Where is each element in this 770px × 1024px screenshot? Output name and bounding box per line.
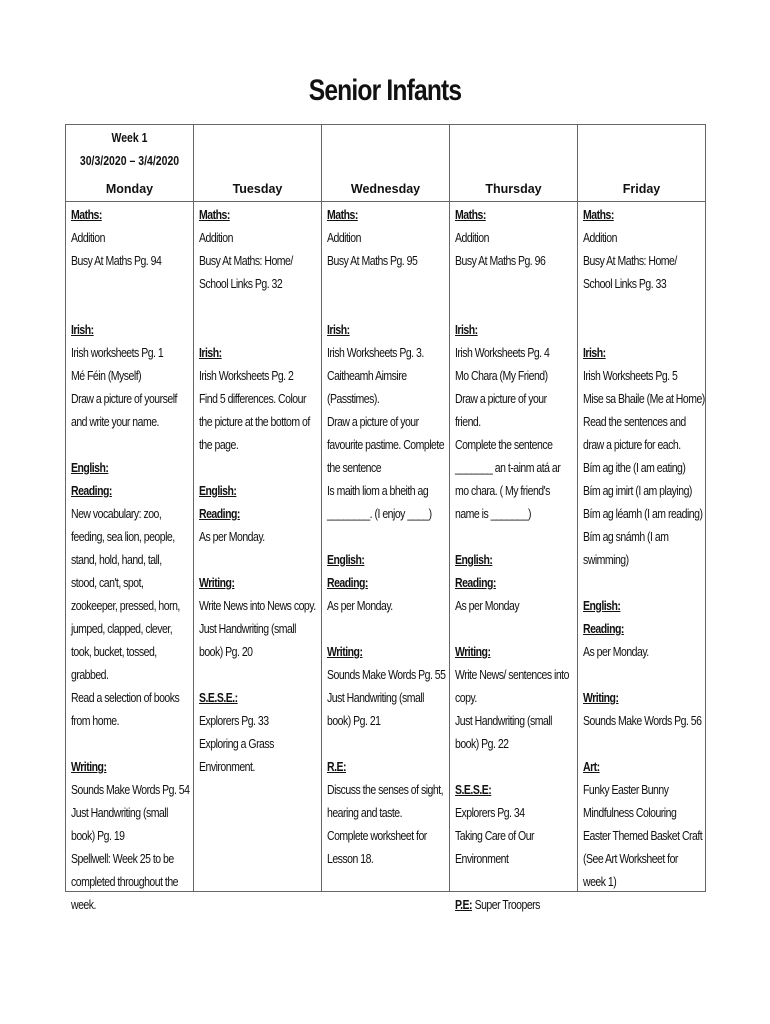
text-line: Lesson 18. (327, 852, 374, 866)
section-heading: English: (199, 484, 237, 498)
text-line (199, 664, 298, 687)
text-line: Bím ag léamh (I am reading) (583, 507, 703, 521)
text-line: School Links Pg. 32 (199, 277, 283, 291)
text-line (71, 296, 170, 319)
text-line: As per Monday. (199, 530, 265, 544)
text-line: Bím ag ithe (I am eating) (583, 461, 686, 475)
page-title: Senior Infants (308, 74, 462, 107)
text-line: Draw a picture of your (327, 415, 419, 429)
text-line: and write your name. (71, 415, 159, 429)
column-friday (578, 202, 705, 891)
content-row (66, 202, 706, 892)
header-thursday (450, 125, 578, 202)
cell-monday (66, 202, 194, 912)
text-line: Busy At Maths: Home/ (199, 254, 293, 268)
text-line (327, 733, 426, 756)
section-heading: Writing: (455, 645, 491, 659)
text-line: the sentence (327, 461, 382, 475)
text-line: Explorers Pg. 33 (199, 714, 269, 728)
section-heading: S.E.S.E: (455, 783, 492, 797)
cell-friday (578, 202, 706, 892)
text-line: Irish Worksheets Pg. 3. (327, 346, 424, 360)
text-line: took, bucket, tossed, (71, 645, 157, 659)
text-line: book) Pg. 19 (71, 829, 125, 843)
text-line (71, 273, 170, 296)
text-line: Spellwell: Week 25 to be (71, 852, 174, 866)
text-line: Busy At Maths Pg. 96 (455, 254, 546, 268)
text-line: Irish Worksheets Pg. 4 (455, 346, 550, 360)
section-heading: Reading: (583, 622, 624, 636)
header-friday (578, 125, 706, 202)
section-heading: Writing: (327, 645, 363, 659)
text-line: Complete worksheet for (327, 829, 427, 843)
section-heading: Writing: (71, 760, 107, 774)
cell-thursday (450, 202, 578, 912)
header-monday (66, 125, 194, 202)
day-thursday: Thursday (485, 182, 542, 196)
section-heading: English: (327, 553, 365, 567)
section-heading: Reading: (455, 576, 496, 590)
text-line: Exploring a Grass (199, 737, 274, 751)
text-line: Taking Care of Our (455, 829, 535, 843)
column-monday (66, 202, 193, 912)
section-heading: English: (455, 553, 493, 567)
week-dates: 30/3/2020 – 3/4/2020 (79, 154, 180, 168)
text-line: Addition (199, 231, 233, 245)
day-wednesday: Wednesday (350, 182, 421, 196)
text-line: Write News into News copy. (199, 599, 316, 613)
text-line: Mo Chara (My Friend) (455, 369, 548, 383)
text-line: favourite pastime. Complete (327, 438, 445, 452)
text-line (455, 871, 554, 894)
text-line: Busy At Maths: Home/ (583, 254, 677, 268)
text-line: Is maith liom a bheith ag (327, 484, 429, 498)
text-line: Irish Worksheets Pg. 2 (199, 369, 294, 383)
text-line: New vocabulary: zoo, (71, 507, 162, 521)
section-heading: Reading: (327, 576, 368, 590)
section-heading: Maths: (327, 208, 358, 222)
text-line (327, 296, 426, 319)
text-line (455, 756, 554, 779)
column-thursday (450, 202, 577, 912)
section-heading: Maths: (455, 208, 486, 222)
text-line: Environment. (199, 760, 255, 774)
text-line: the picture at the bottom of (199, 415, 310, 429)
text-line: book) Pg. 22 (455, 737, 509, 751)
text-line (71, 733, 170, 756)
text-line (583, 296, 682, 319)
text-line: Caitheamh Aimsire (327, 369, 407, 383)
header-wednesday (322, 125, 450, 202)
column-tuesday (194, 202, 321, 891)
text-line (199, 549, 298, 572)
week-label: Week 1 (111, 131, 148, 145)
text-line: Easter Themed Basket Craft (583, 829, 703, 843)
text-line: ________. (I enjoy ____) (327, 507, 432, 521)
section-heading: Irish: (71, 323, 94, 337)
text-line: Addition (71, 231, 105, 245)
text-line: Mindfulness Colouring (583, 806, 677, 820)
text-line: book) Pg. 20 (199, 645, 253, 659)
section-heading: P.E: (455, 898, 473, 912)
section-heading: Maths: (199, 208, 230, 222)
section-heading: Maths: (71, 208, 102, 222)
text-line: Sounds Make Words Pg. 54 (71, 783, 190, 797)
text-line: Irish Worksheets Pg. 5 (583, 369, 678, 383)
text-line: Write News/ sentences into (455, 668, 569, 682)
text-line: Addition (327, 231, 361, 245)
text-line: Complete the sentence (455, 438, 553, 452)
text-line (327, 526, 426, 549)
text-line: mo chara. ( My friend's (455, 484, 550, 498)
text-line: Just Handwriting (small (199, 622, 296, 636)
text-line: Busy At Maths Pg. 94 (71, 254, 162, 268)
text-line: copy. (455, 691, 477, 705)
section-heading: Reading: (71, 484, 112, 498)
text-line: completed throughout the (71, 875, 178, 889)
text-line: School Links Pg. 33 (583, 277, 667, 291)
text-line: hearing and taste. (327, 806, 402, 820)
text-line (327, 273, 426, 296)
text-line: Bím ag snámh (I am (583, 530, 669, 544)
section-heading: R.E: (327, 760, 346, 774)
text-line (455, 894, 554, 917)
text-line: Mé Féin (Myself) (71, 369, 142, 383)
text-line: book) Pg. 21 (327, 714, 381, 728)
text-line: name is _______) (455, 507, 531, 521)
section-heading: Writing: (583, 691, 619, 705)
text-line: Irish worksheets Pg. 1 (71, 346, 164, 360)
text-line: Explorers Pg. 34 (455, 806, 525, 820)
text-line: Read a selection of books (71, 691, 180, 705)
section-heading: Writing: (199, 576, 235, 590)
text-line: As per Monday (455, 599, 520, 613)
text-line: Discuss the senses of sight, (327, 783, 444, 797)
header-tuesday (194, 125, 322, 202)
header-row (66, 125, 706, 202)
section-heading: English: (583, 599, 621, 613)
text-line (71, 434, 170, 457)
day-friday: Friday (622, 182, 661, 196)
text-line (199, 457, 298, 480)
text-line (199, 296, 298, 319)
text-line: Environment (455, 852, 509, 866)
section-heading: Art: (583, 760, 600, 774)
text-line: Bím ag imirt (I am playing) (583, 484, 692, 498)
text-line (583, 733, 682, 756)
section-heading: Irish: (455, 323, 478, 337)
text-line: Busy At Maths Pg. 95 (327, 254, 418, 268)
text-line: stand, hold, hand, tall, (71, 553, 162, 567)
text-line: Funky Easter Bunny (583, 783, 669, 797)
text-line: the page. (199, 438, 239, 452)
text-line (583, 572, 682, 595)
text-line: from home. (71, 714, 120, 728)
text-line: Addition (583, 231, 617, 245)
text-line (455, 296, 554, 319)
text-line (327, 618, 426, 641)
section-heading: Reading: (199, 507, 240, 521)
text-line: (See Art Worksheet for (583, 852, 678, 866)
text-line: Draw a picture of your (455, 392, 547, 406)
section-heading: S.E.S.E.: (199, 691, 238, 705)
text-line (455, 273, 554, 296)
text-line: Mise sa Bhaile (Me at Home) (583, 392, 705, 406)
text-line: jumped, clapped, clever, (71, 622, 173, 636)
text-line: Draw a picture of yourself (71, 392, 177, 406)
text-line: Just Handwriting (small (327, 691, 424, 705)
text-line: As per Monday. (327, 599, 393, 613)
text-line (455, 526, 554, 549)
text-line (583, 664, 682, 687)
text-line (199, 319, 298, 342)
day-tuesday: Tuesday (232, 182, 283, 196)
text-line: Read the sentences and (583, 415, 686, 429)
text-line: stood, can't, spot, (71, 576, 144, 590)
section-heading: Maths: (583, 208, 614, 222)
text-line (583, 319, 682, 342)
text-line: friend. (455, 415, 481, 429)
text-line: week. (71, 898, 96, 912)
text-line: (Passtimes). (327, 392, 380, 406)
section-heading: Irish: (583, 346, 606, 360)
section-heading: Irish: (199, 346, 222, 360)
day-monday: Monday (105, 182, 154, 196)
text-line: swimming) (583, 553, 629, 567)
weekly-plan-table (65, 124, 706, 912)
text-line: Super Troopers (474, 898, 540, 912)
text-line: Sounds Make Words Pg. 55 (327, 668, 446, 682)
cell-wednesday (322, 202, 450, 892)
text-line: _______ an t-ainm atá ar (455, 461, 561, 475)
text-line: grabbed. (71, 668, 109, 682)
cell-tuesday (194, 202, 322, 892)
text-line: draw a picture for each. (583, 438, 681, 452)
section-heading: English: (71, 461, 109, 475)
column-wednesday (322, 202, 449, 891)
text-line: zookeeper, pressed, horn, (71, 599, 180, 613)
text-line (455, 618, 554, 641)
text-line: Sounds Make Words Pg. 56 (583, 714, 702, 728)
text-line: Find 5 differences. Colour (199, 392, 306, 406)
text-line: week 1) (583, 875, 617, 889)
text-line: Just Handwriting (small (71, 806, 168, 820)
text-line: feeding, sea lion, people, (71, 530, 175, 544)
text-line: Just Handwriting (small (455, 714, 552, 728)
text-line: Addition (455, 231, 489, 245)
text-line: As per Monday. (583, 645, 649, 659)
section-heading: Irish: (327, 323, 350, 337)
